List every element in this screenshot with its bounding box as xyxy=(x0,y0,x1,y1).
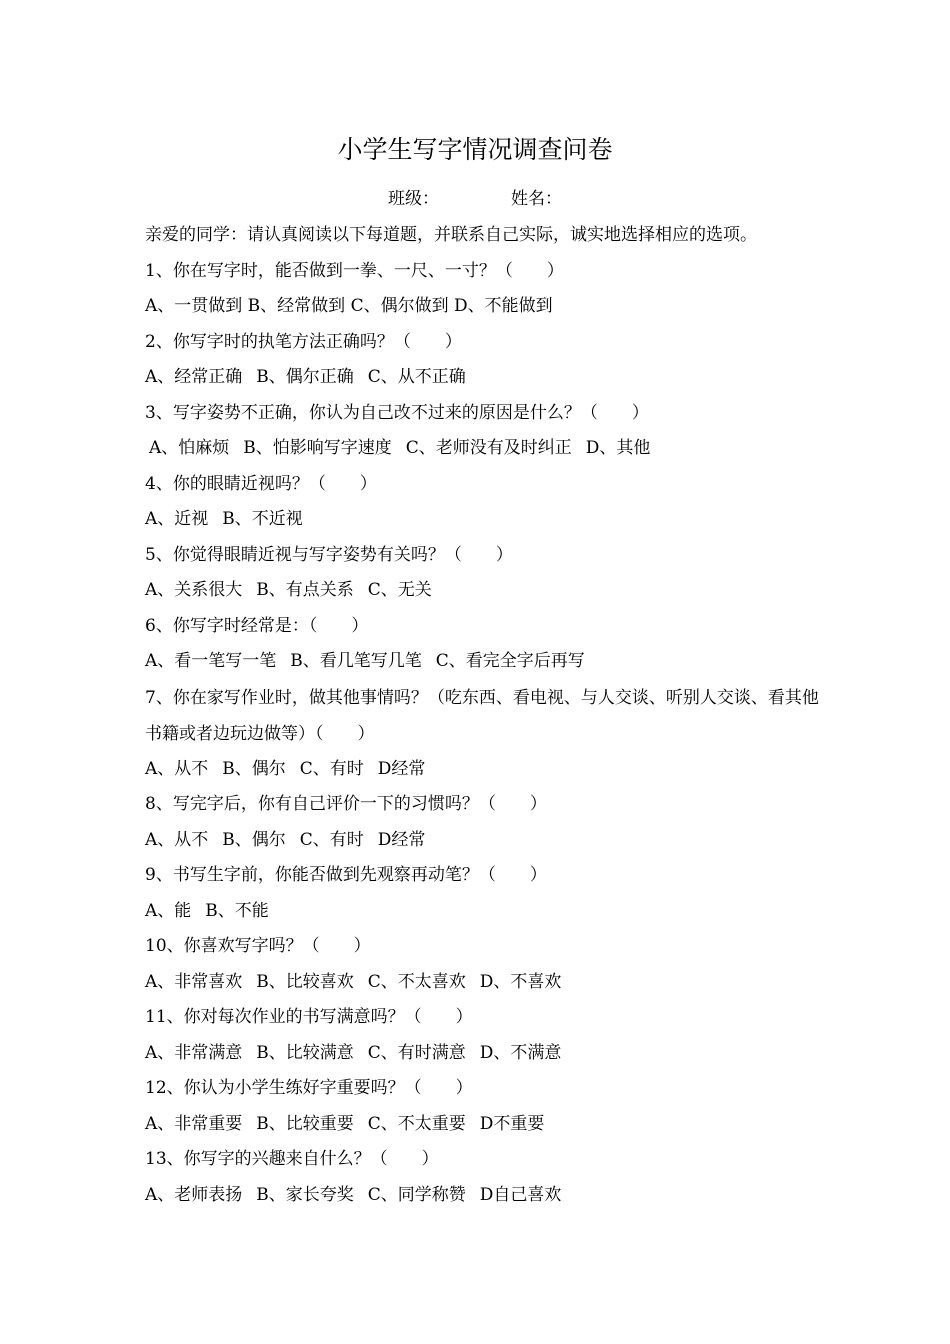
question-text: 3、写字姿势不正确，你认为自己改不过来的原因是什么？（ ） xyxy=(145,402,649,423)
questionnaire-body xyxy=(145,218,825,1213)
option-text: B、有点关系 xyxy=(256,580,354,600)
option-text: A、一贯做到 B、经常做到 C、偶尔做到 D、不能做到 xyxy=(145,296,553,316)
option-row xyxy=(145,644,825,680)
class-label: 班级： xyxy=(388,189,439,209)
option-text: A、老师表扬 xyxy=(145,1184,243,1205)
option-text: A、看一笔写一笔 xyxy=(145,651,277,671)
question-text: 9、书写生字前，你能否做到先观察再动笔？（ ） xyxy=(145,865,547,885)
option-row xyxy=(145,289,825,325)
question-text: 6、你写字时经常是：（ ） xyxy=(145,615,369,636)
option-row xyxy=(145,752,825,788)
option-text: A、非常满意 xyxy=(145,1042,243,1063)
option-text: C、同学称赞 xyxy=(367,1184,466,1205)
option-text: D不重要 xyxy=(479,1113,545,1134)
option-row xyxy=(145,823,825,859)
option-row xyxy=(145,894,825,930)
option-text: B、偶尔 xyxy=(222,829,286,850)
option-text: C、不太喜欢 xyxy=(367,971,466,992)
option-text: D、不满意 xyxy=(479,1042,562,1063)
option-row xyxy=(145,502,825,538)
student-info-line xyxy=(0,182,950,216)
option-text: C、有时满意 xyxy=(367,1042,466,1063)
page-title: 小学生写字情况调查问卷 xyxy=(337,135,613,164)
question-text: 5、你觉得眼睛近视与写字姿势有关吗？（ ） xyxy=(145,544,513,565)
question-text: 10、你喜欢写字吗？（ ） xyxy=(145,936,371,956)
question-text: 12、你认为小学生练好字重要吗？（ ） xyxy=(145,1078,473,1098)
option-text: B、偶尔正确 xyxy=(256,367,354,387)
option-text: A、近视 xyxy=(145,509,209,529)
option-text: A、怕麻烦 xyxy=(149,438,230,458)
option-text: C、有时 xyxy=(299,758,364,779)
option-text: B、怕影响写字速度 xyxy=(243,438,392,458)
option-text: D经常 xyxy=(377,829,426,850)
option-text: A、非常重要 xyxy=(145,1113,243,1134)
question-text: 11、你对每次作业的书写满意吗？（ ） xyxy=(145,1007,473,1027)
question-text: 1、你在写字时，能否做到一拳、一尺、一寸？（ ） xyxy=(145,260,564,281)
option-text: D、不喜欢 xyxy=(479,971,562,992)
option-text: D、其他 xyxy=(585,438,651,458)
option-text: C、看完全字后再写 xyxy=(435,651,585,671)
option-row xyxy=(145,1178,825,1214)
option-text: B、比较重要 xyxy=(256,1113,354,1134)
option-text: B、不能 xyxy=(205,900,269,921)
option-text: C、老师没有及时纠正 xyxy=(405,438,572,458)
option-text: C、无关 xyxy=(367,580,432,600)
option-text: B、看几笔写几笔 xyxy=(290,651,422,671)
name-label: 姓名： xyxy=(511,189,562,209)
option-row xyxy=(145,1036,825,1072)
option-text: B、比较喜欢 xyxy=(256,971,354,992)
option-text: B、不近视 xyxy=(222,509,303,529)
option-text: A、从不 xyxy=(145,758,209,779)
option-row xyxy=(145,431,825,467)
question-list xyxy=(145,254,825,1214)
option-text: D经常 xyxy=(377,758,426,779)
option-text: C、不太重要 xyxy=(367,1113,466,1134)
question-text: 7、你在家写作业时，做其他事情吗？（吃东西、看电视、与人交谈、听别人交谈、看其他书籍或者边玩边做等）（ ） xyxy=(145,687,819,744)
option-text: A、从不 xyxy=(145,829,209,850)
option-row xyxy=(145,573,825,609)
option-text: C、从不正确 xyxy=(367,367,466,387)
option-text: C、有时 xyxy=(299,829,364,850)
question-text: 8、写完字后，你有自己评价一下的习惯吗？（ ） xyxy=(145,794,547,814)
option-text: A、经常正确 xyxy=(145,367,243,387)
intro-text: 亲爱的同学：请认真阅读以下每道题，并联系自己实际，诚实地选择相应的选项。 xyxy=(145,225,757,245)
option-text: A、能 xyxy=(145,900,192,921)
question-text: 13、你写字的兴趣来自什么？（ ） xyxy=(145,1149,439,1169)
question-text: 4、你的眼睛近视吗？（ ） xyxy=(145,473,377,494)
option-row xyxy=(145,360,825,396)
option-text: A、非常喜欢 xyxy=(145,971,243,992)
option-row xyxy=(145,1107,825,1143)
option-text: B、偶尔 xyxy=(222,758,286,779)
question-text: 2、你写字时的执笔方法正确吗？（ ） xyxy=(145,331,462,352)
option-text: B、比较满意 xyxy=(256,1042,354,1063)
option-row xyxy=(145,965,825,1001)
option-text: D自己喜欢 xyxy=(479,1184,562,1205)
option-text: B、家长夸奖 xyxy=(256,1184,354,1205)
option-text: A、关系很大 xyxy=(145,580,243,600)
